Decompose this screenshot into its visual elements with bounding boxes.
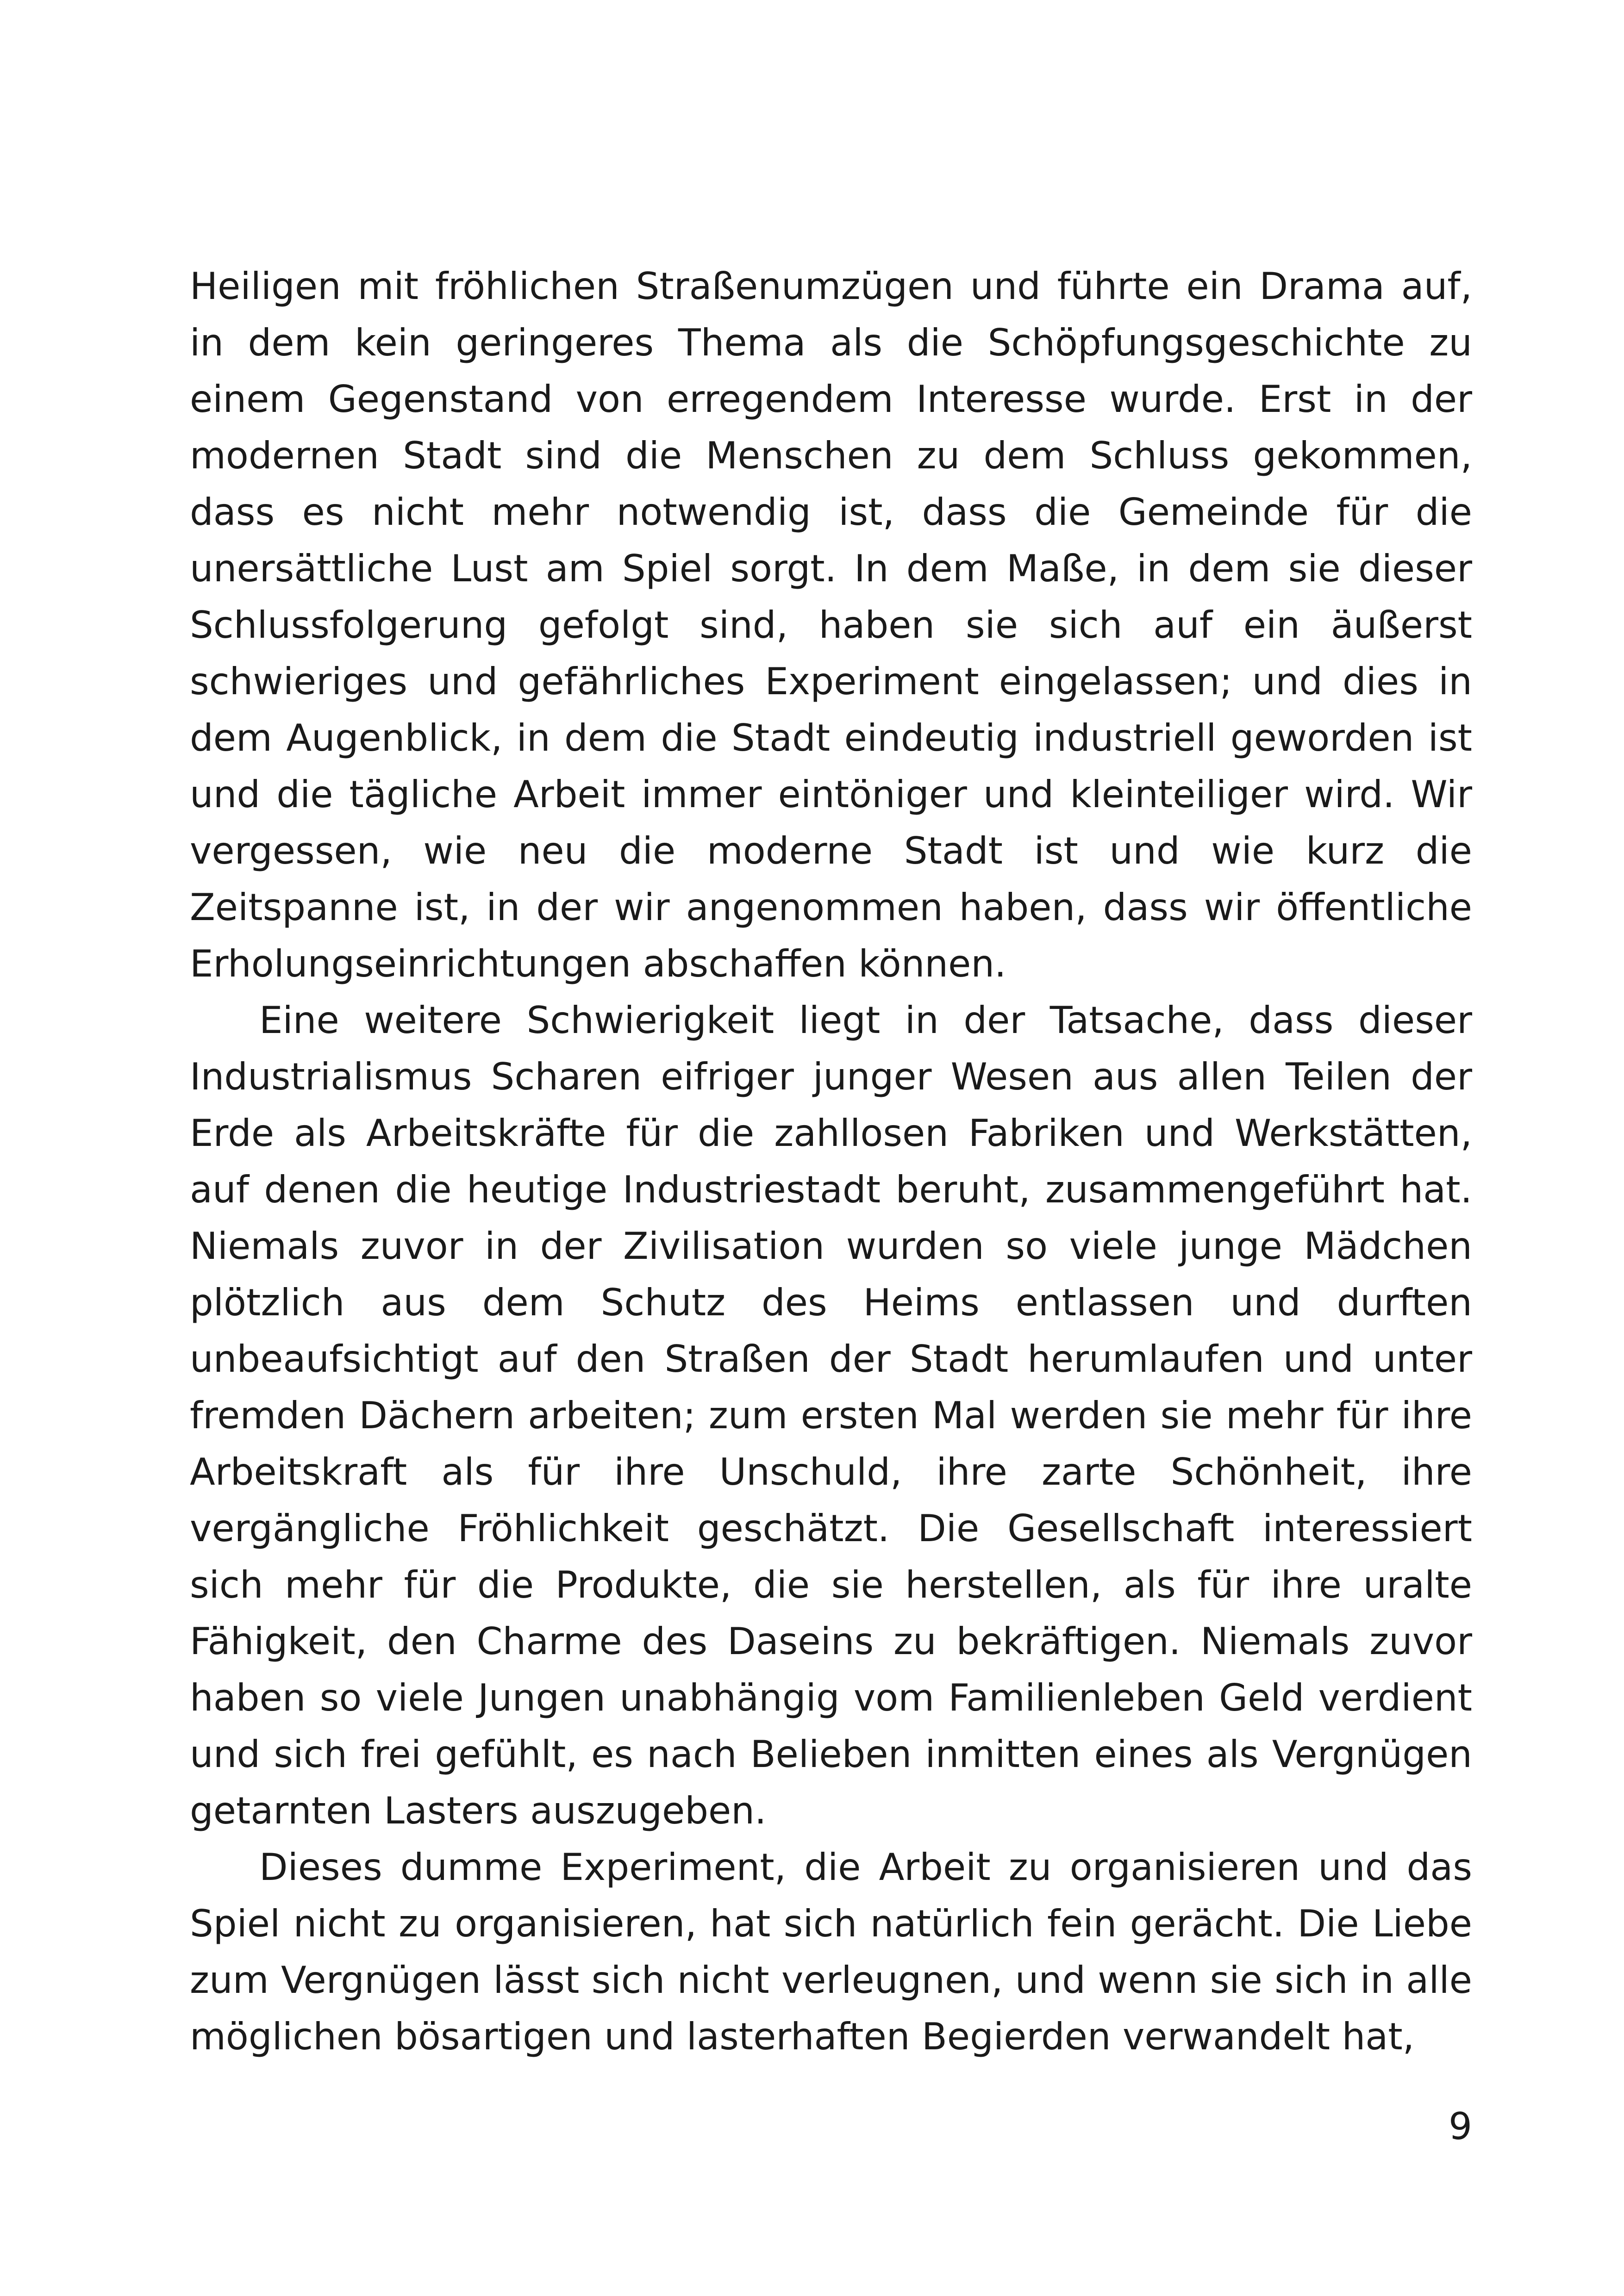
- paragraph-1: Heiligen mit fröhlichen Straßenumzügen und führte ein Drama auf, in dem kein geringeres Thema als die Schöpfungsgeschichte zu einem Gegenstand von erregendem Interesse wurde. Erst in der modernen Stadt sind die Menschen zu dem Schluss gekommen, dass es nicht mehr notwendig ist, dass die Gemeinde für die unersättliche Lust am Spiel sorgt. In dem Maße, in dem sie dieser Schlussfolgerung gefolgt sind, haben sie sich auf ein äußerst schwieriges und gefährliches Experiment eingelassen; und dies in dem Augenblick, in dem die Stadt eindeutig industriell geworden ist und die tägliche Arbeit immer eintöniger und kleinteiliger wird. Wir vergessen, wie neu die moderne Stadt ist und wie kurz die Zeitspanne ist, in der wir angenommen haben, dass wir öffentliche Erholungseinrichtungen abschaffen können.: [190, 265, 1472, 985]
- paragraph-3: Dieses dumme Experiment, die Arbeit zu organisieren und das Spiel nicht zu organisieren, hat sich natürlich fein gerächt. Die Liebe zum Vergnügen lässt sich nicht verleugnen, und wenn sie sich in alle möglichen bösartigen und lasterhaften Begierden verwandelt hat,: [190, 1846, 1472, 2058]
- paragraph-2: Eine weitere Schwierigkeit liegt in der Tatsache, dass dieser Industrialismus Scharen eifriger junger Wesen aus allen Teilen der Erde als Arbeitskräfte für die zahllosen Fabriken und Werkstätten, auf denen die heutige Industriestadt beruht, zusammengeführt hat. Niemals zuvor in der Zivilisation wurden so viele junge Mädchen plötzlich aus dem Schutz des Heims entlassen und durften unbeaufsichtigt auf den Straßen der Stadt herumlaufen und unter fremden Dächern arbeiten; zum ersten Mal werden sie mehr für ihre Arbeitskraft als für ihre Unschuld, ihre zarte Schönheit, ihre vergängliche Fröhlichkeit geschätzt. Die Gesellschaft interessiert sich mehr für die Produkte, die sie herstellen, als für ihre uralte Fähigkeit, den Charme des Daseins zu bekräftigen. Niemals zuvor haben so viele Jungen unabhängig vom Familienleben Geld verdient und sich frei gefühlt, es nach Belieben inmitten eines als Vergnügen getarnten Lasters auszugeben.: [190, 999, 1472, 1832]
- page-number: 9: [1449, 2105, 1472, 2148]
- body-text: [190, 258, 1472, 2065]
